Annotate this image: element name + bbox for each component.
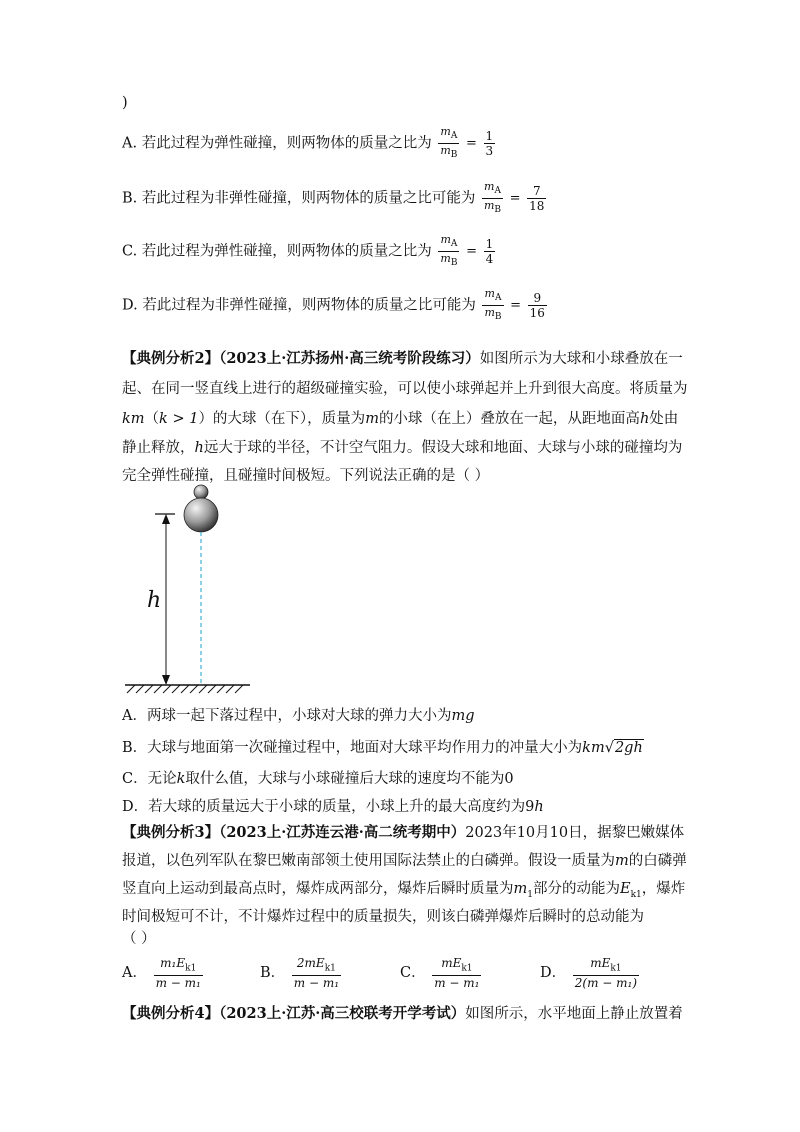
q2-option-a: A．两球一起下落过程中，小球对大球的弹力大小为mg [122, 708, 475, 724]
mass-ratio-fraction: $\frac{m_A}{m_B}$ [440, 233, 458, 269]
q2-line-5: 完全弹性碰撞，且碰撞时间极短。下列说法正确的是（ ） [122, 468, 490, 484]
option-letter: D. [122, 297, 138, 314]
energy-fraction: $\frac{2mE_{k1}}{\text{m − m₁}}$ [293, 956, 340, 991]
q2-option-d: D．若大球的质量远大于小球的质量，小球上升的最大高度约为9h [122, 799, 544, 815]
q3-line-4: 时间极短可不计，不计爆炸过程中的质量损失，则该白磷弹爆炸后瞬时的总动能为 [122, 909, 644, 925]
option-text: 若此过程为非弹性碰撞，则两物体的质量之比可能为 [141, 190, 476, 207]
collision-figure [115, 480, 265, 695]
q1-option-d: D. 若此过程为非弹性碰撞，则两物体的质量之比可能为 $\frac{m_A}{m_B}$ = $\frac{9}{16}$ [122, 287, 545, 323]
q2-option-c: C．无论k取什么值，大球与小球碰撞后大球的速度均不能为0 [122, 771, 514, 787]
q3-line-1: 【典例分析3】（2023上·江苏连云港·高二统考期中）2023年10月10日，据黎巴嫩媒体 [122, 824, 685, 841]
q2-line-3: km（k > 1）的大球（在下），质量为m的小球（在上）叠放在一起，从距地面高h处由 [122, 411, 679, 427]
q1-option-c: C. 若此过程为弹性碰撞，则两物体的质量之比为 $\frac{m_A}{m_B}$ = $\frac{1}{4}$ [122, 233, 494, 269]
mass-ratio-fraction: $\frac{m_A}{m_B}$ [483, 180, 502, 216]
q3-line-5: （ ） [122, 931, 156, 947]
small-ball [194, 485, 208, 499]
section-heading: 【典例分析2】 [122, 350, 220, 367]
mass-ratio-fraction: $\frac{m_A}{m_B}$ [440, 125, 458, 161]
ratio-value: $\frac{9}{16}$ [529, 291, 545, 321]
q3-option-a: A． $\frac{m_1E_{k1}}{\text{m − m₁}}$ [122, 956, 201, 991]
q3-option-c: C． $\frac{mE_{k1}}{\text{m − m₁}}$ [400, 956, 480, 991]
ratio-value: $\frac{1}{3}$ [485, 129, 494, 159]
source-note: （2023上·江苏连云港·高二统考期中） [219, 824, 466, 841]
q3-line-2: 报道，以色列军队在黎巴嫩南部领土使用国际法禁止的白磷弹。假设一质量为m的白磷弹 [122, 853, 687, 869]
energy-fraction: $\frac{m_1E_{k1}}{\text{m − m₁}}$ [155, 956, 201, 991]
q2-line-1: 【典例分析2】（2023上·江苏扬州·高三统考阶段练习）如图所示为大球和小球叠放在一 [122, 350, 683, 367]
mass-ratio-fraction: $\frac{m_A}{m_B}$ [484, 287, 502, 323]
q1-option-b: B. 若此过程为非弹性碰撞，则两物体的质量之比可能为 $\frac{m_A}{m_B}$ = $\frac{7}{18}$ [122, 180, 545, 216]
q3-option-d: D． $\frac{mE_{k1}}{\text{2(m − m₁)}}$ [540, 956, 637, 991]
q1-option-a: A. 若此过程为弹性碰撞，则两物体的质量之比为 $\frac{m_A}{m_B}$ = $\frac{1}{3}$ [122, 125, 494, 161]
energy-fraction: $\frac{mE_{k1}}{\text{m − m₁}}$ [434, 956, 480, 991]
option-letter: B. [122, 190, 138, 207]
section-heading: 【典例分析3】 [122, 824, 220, 841]
source-note: （2023上·江苏·高三校联考开学考试） [219, 1005, 466, 1022]
figure-height-label: h [147, 588, 162, 613]
q3-option-b: B． $\frac{2mE_{k1}}{\text{m − m₁}}$ [260, 956, 340, 991]
ratio-value: $\frac{1}{4}$ [485, 237, 494, 267]
option-letter: C. [122, 243, 138, 260]
question-paren-tail: ) [122, 95, 128, 111]
q2-line-4: 静止释放，h远大于球的半径，不计空气阻力。假设大球和地面、大球与小球的碰撞均为 [122, 440, 683, 456]
energy-fraction: $\frac{mE_{k1}}{\text{2(m − m₁)}}$ [574, 956, 637, 991]
option-text: 若此过程为弹性碰撞，则两物体的质量之比为 [141, 243, 432, 260]
q3-line-3: 竖直向上运动到最高点时，爆炸成两部分，爆炸后瞬时质量为$m_1$部分的动能为$E_{k1}$，爆炸 [122, 881, 686, 900]
source-note: （2023上·江苏扬州·高三统考阶段练习） [219, 350, 480, 367]
ratio-value: $\frac{7}{18}$ [529, 184, 545, 214]
q2-option-b: B．大球与地面第一次碰撞过程中，地面对大球平均作用力的冲量大小为km√2gh [122, 740, 643, 756]
option-text: 若此过程为非弹性碰撞，则两物体的质量之比可能为 [142, 297, 476, 314]
big-ball [184, 498, 218, 532]
option-letter: A. [122, 135, 138, 152]
q2-line-2: 起、在同一竖直线上进行的超级碰撞实验，可以使小球弹起并上升到很大高度。将质量为 [122, 381, 688, 397]
q4-line-1: 【典例分析4】（2023上·江苏·高三校联考开学考试）如图所示，水平地面上静止放置着 [122, 1005, 683, 1022]
section-heading: 【典例分析4】 [122, 1005, 220, 1022]
option-text: 若此过程为弹性碰撞，则两物体的质量之比为 [141, 135, 432, 152]
